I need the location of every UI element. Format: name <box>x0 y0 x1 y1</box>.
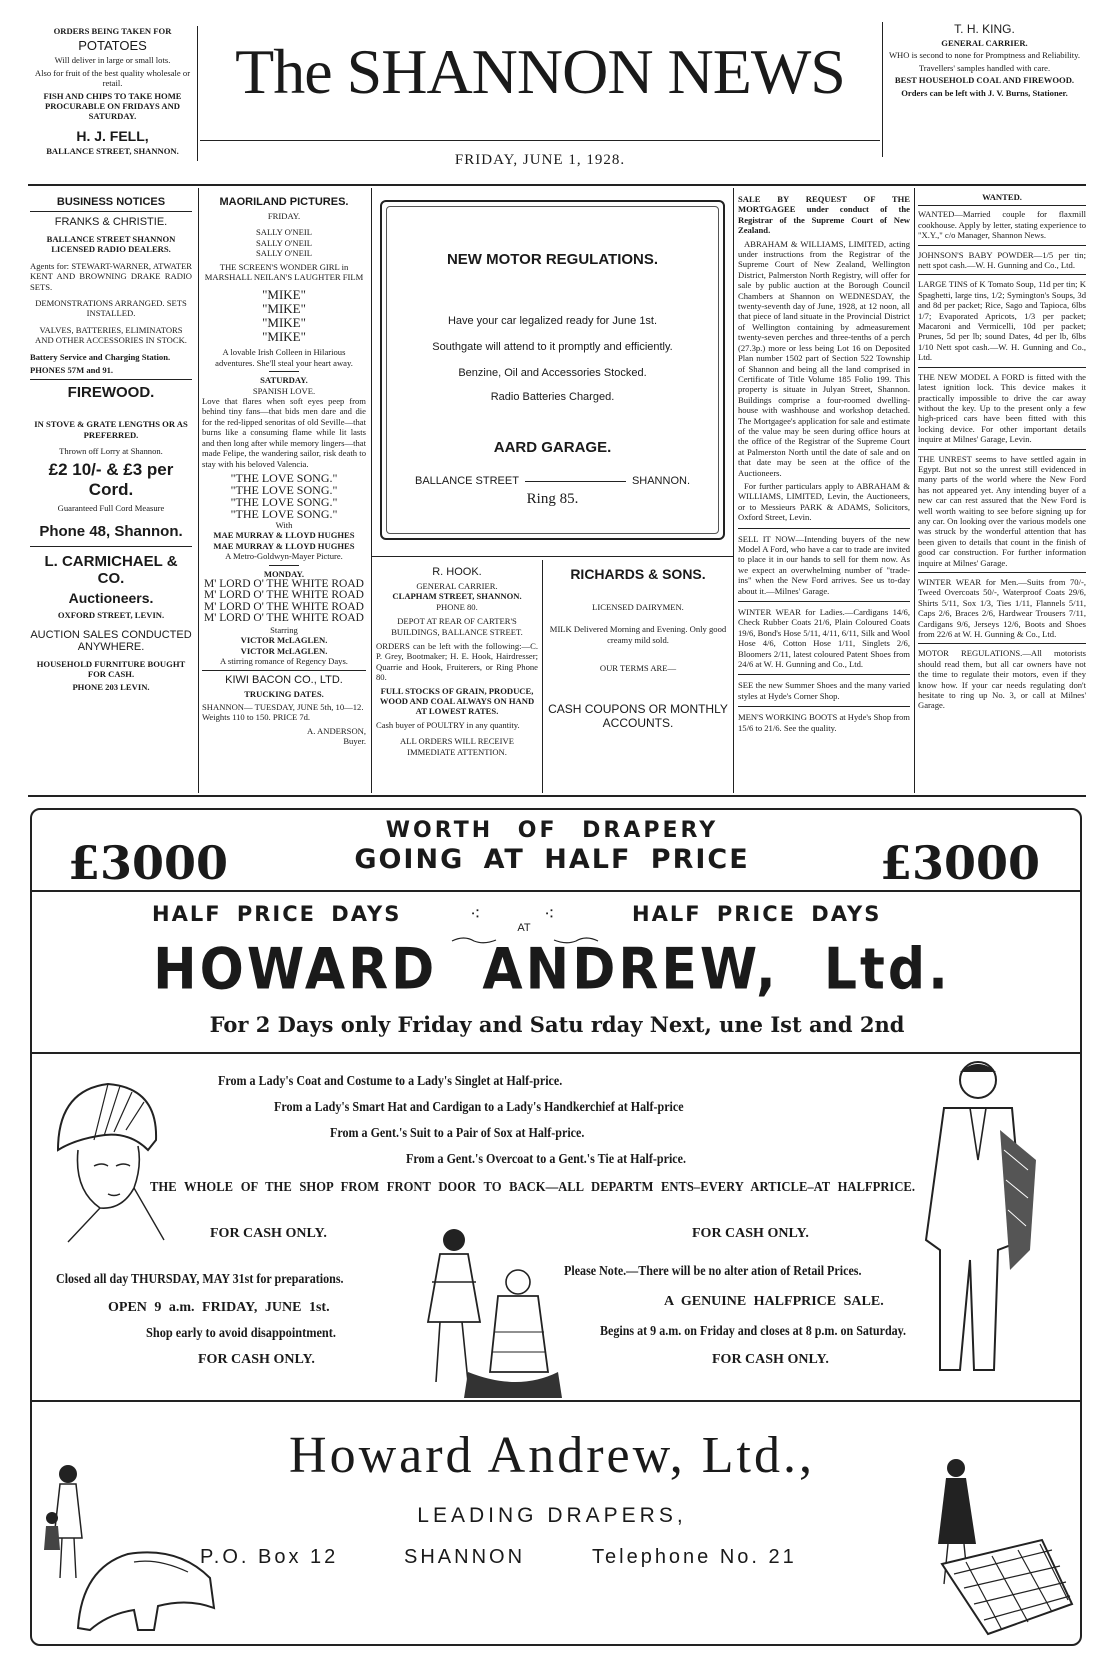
mae-line-2: MAE MURRAY & LLOYD HUGHES <box>213 540 355 551</box>
richards-milk: MILK Delivered Morning and Evening. Only good creamy mild sold. <box>549 624 727 645</box>
sale-more: For further particulars apply to ABRAHAM & WILLIAMS, LIMITED, Levin, the Auctioneers, or to Messieurs PARK & ADAMS, Solicitors, Oxford Street, Levin. <box>738 480 910 523</box>
motor-line4: Radio Batteries Charged. <box>490 391 615 403</box>
ear-left-potatoes: POTATOES <box>78 38 147 54</box>
franks-phones: PHONES 57M and 91. <box>30 365 114 376</box>
richards-terms: OUR TERMS ARE— <box>599 663 677 674</box>
sale-heading: SALE BY REQUEST OF THE MORTGAGEE under conduct of the Registrar of the Supreme Court of New Zealand. <box>738 194 910 236</box>
wonder-girl: THE SCREEN'S WONDER GIRL in MARSHALL NEILAN'S LAUGHTER FILM <box>204 261 364 283</box>
richards-dairy-ad <box>548 566 728 733</box>
half-price-item-2: From a Lady's Smart Hat and Cardigan to a Lady's Handkerchief at Half-price <box>274 1100 684 1115</box>
lovesong-4: "THE LOVE SONG." <box>230 506 338 521</box>
divider <box>269 565 299 566</box>
motor-line1: Have your car legalized ready for June 1st. <box>447 315 658 327</box>
sale-hours: Begins at 9 a.m. on Friday and closes at 8 p.m. on Saturday. <box>600 1324 907 1339</box>
footer-town: SHANNON <box>404 1546 526 1568</box>
open-notice: OPEN 9 a.m. FRIDAY, JUNE 1st. <box>108 1300 330 1315</box>
footer-trade: LEADING DRAPERS, <box>417 1504 687 1527</box>
mlord-2: M' LORD O' THE WHITE ROAD <box>204 589 364 602</box>
winter-ladies: WINTER WEAR for Ladies.—Cardigans 14/6, Check Rubber Coats 21/6, Plain Coloured Coats 19/6, Bond's Hose 5/11, 4/11, 6/11, Silk and Wool Hose 4/6, Cotton Hose 1/11, Singlets 2/6, Bloomers 2/11, latest coloured Patent Shoes from 24/6 at W. H. Gunning and Co., Ltd. <box>738 607 910 670</box>
franks-heading: FRANKS & CHRISTIE. <box>54 216 168 228</box>
col-rule-4 <box>914 188 915 793</box>
mike-line-3: "MIKE" <box>262 315 306 331</box>
motor-address-row <box>415 475 690 487</box>
new-model-a: THE NEW MODEL A FORD is fitted with the latest ignition lock. This device makes it practically impossible to drive the car away without the key. Up to the present only a few high-priced cars have been fitted with this locking device. For other important details inquire at Milnes' Garage, Levin. <box>918 371 1086 445</box>
hook-depot: DEPOT AT REAR OF CARTER'S BUILDINGS, BALLANCE STREET. <box>391 616 523 637</box>
maoriland-pictures-column <box>202 196 366 750</box>
sally-line-1: SALLY O'NEIL <box>256 227 312 238</box>
divider <box>918 367 1086 368</box>
motor-address-left: BALLANCE STREET <box>415 475 519 487</box>
firewood-stove: IN STOVE & GRATE LENGTHS OR AS PREFERRED. <box>34 419 188 440</box>
footer-store-name: Howard Andrew, Ltd., <box>289 1427 815 1484</box>
kiwi-details: SHANNON— TUESDAY, JUNE 5th, 10—12. Weights 110 to 150. PRICE 7d. <box>202 701 364 723</box>
masthead-title: The SHANNON NEWS <box>235 36 845 107</box>
lady-with-tartan-rug-illustration <box>892 1454 1078 1640</box>
ear-left-line3: Will deliver in large or small lots. <box>54 55 171 66</box>
ladies-dress-illustration <box>398 1222 568 1406</box>
carmichael-auction: AUCTION SALES CONDUCTED ANYWHERE. <box>30 628 192 653</box>
divider <box>918 205 1086 206</box>
wanted-couple: WANTED—Married couple for flaxmill cookhouse. Apply by letter, stating experience to "X.Y.," c/o Manager, Shannon News. <box>918 209 1086 241</box>
cash-only-right: FOR CASH ONLY. <box>692 1226 809 1241</box>
lovesong-2: "THE LOVE SONG." <box>230 482 338 497</box>
hook-stocks: FULL STOCKS OF GRAIN, PRODUCE, WOOD AND COAL ALWAYS ON HAND AT LOWEST RATES. <box>379 685 535 717</box>
divider <box>918 449 1086 450</box>
col-rule-1 <box>198 188 199 793</box>
at-label: AT <box>517 922 531 934</box>
ear-left-address: BALLANCE STREET, SHANNON. <box>46 145 179 156</box>
divider <box>738 674 910 675</box>
hook-poultry: Cash buyer of POULTRY in any quantity. <box>376 719 520 730</box>
amount-left: £3000 <box>68 836 229 890</box>
half-price-item-4: From a Gent.'s Overcoat to a Gent.'s Tie at Half-price. <box>406 1152 686 1167</box>
franks-battery: Battery Service and Charging Station. <box>30 351 171 362</box>
mike-line-1: "MIKE" <box>262 287 306 303</box>
franks-agents: Agents for: STEWART-WARNER, ATWATER KENT AND BROWNING DRAKE RADIO SETS. <box>30 260 192 292</box>
whole-shop-line: THE WHOLE OF THE SHOP FROM FRONT DOOR TO BACK—ALL DEPARTM ENTS–EVERY ARTICLE–AT HALFPRICE. <box>150 1180 915 1195</box>
spanish-love: SPANISH LOVE. <box>252 385 316 396</box>
carmichael-heading: L. CARMICHAEL & CO. <box>44 553 178 588</box>
footer-telephone: Telephone No. 21 <box>592 1546 797 1568</box>
cash-only-left: FOR CASH ONLY. <box>210 1226 327 1241</box>
genuine-sale: A GENUINE HALFPRICE SALE. <box>664 1294 884 1309</box>
monday-label: MONDAY. <box>263 568 305 579</box>
gentleman-overcoat-illustration <box>900 1050 1050 1380</box>
shop-early: Shop early to avoid disappointment. <box>146 1326 336 1341</box>
hook-phone: PHONE 80. <box>436 601 478 612</box>
howard-andrew-ad <box>30 808 1082 1646</box>
summer-shoes: SEE the new Summer Shoes and the many varied styles at Hyde's Corner Shop. <box>738 680 910 701</box>
maoriland-friday: FRIDAY. <box>267 211 301 221</box>
ear-right-line4: Orders can be left with J. V. Burns, Stationer. <box>901 87 1068 98</box>
lady-and-child-illustration <box>38 1458 218 1638</box>
closed-notice: Closed all day THURSDAY, MAY 31st for preparations. <box>56 1272 344 1287</box>
col-rule-3 <box>733 188 734 793</box>
firewood-price: £2 10/- & £3 per Cord. <box>48 459 174 499</box>
ear-left-line4: Also for fruit of the best quality wholesale or retail. <box>34 67 191 89</box>
hook-orders: ORDERS can be left with the following:—C. P. Grey, Bootmaker; H. E. Hook, Hairdresser; Quarrie and Hook, Fruiterers, or Ring Phone 80. <box>376 641 538 683</box>
mlord-3: M' LORD O' THE WHITE ROAD <box>204 600 364 613</box>
hook-name: R. HOOK. <box>432 566 482 578</box>
center-divider <box>372 556 733 557</box>
kiwi-trucking: TRUCKING DATES. <box>244 688 324 699</box>
ear-left-line1: ORDERS BEING TAKEN FOR <box>53 26 172 36</box>
franks-valves: VALVES, BATTERIES, ELIMINATORS AND OTHER ACCESSORIES IN STOCK. <box>35 324 187 346</box>
ear-right-name: T. H. KING. <box>954 22 1015 36</box>
carmichael-auctioneers: Auctioneers. <box>68 590 154 607</box>
ear-right-line2: Travellers' samples handled with care. <box>918 62 1051 73</box>
regency: A stirring romance of Regency Days. <box>220 656 348 667</box>
divider <box>738 706 910 707</box>
victor-2: VICTOR McLAGLEN. <box>240 645 328 656</box>
spanish-desc: Love that flares when soft eyes peep from behind tiny fans—that bids men dare and die for the red-lipped senoritas of old Seville—that burns like a consuming flame while lit lasts and then long after while memory lingers—that made Felipe, the wandering sailor, risk death to stay with his beloved Valencia. <box>202 396 366 469</box>
johnsons-powder: JOHNSON'S BABY POWDER—1/5 per tin; nett spot cash.—W. H. Gunning and Co., Ltd. <box>918 249 1086 271</box>
hook-carrier-ad <box>376 566 538 760</box>
worth-line: WORTH OF DRAPERY <box>385 818 719 843</box>
dots-right: ⁖ <box>544 904 555 924</box>
richards-name: RICHARDS & SONS. <box>570 566 706 582</box>
divider <box>918 274 1086 275</box>
sale-body: ABRAHAM & WILLIAMS, LIMITED, acting under instructions from the Registrar of the Supreme Court of New Zealand, Wellington District, Palmerston North Registry, will offer for sale by public auction at the Borough Council Chambers at Shannon on WEDNESDAY, the twenty-seventh day of June, 1928, at 12 noon, all that piece of land situate in the Provincial District of Wellington containing by admeasurement twenty-seven perches and three-tenths of a perch (27.3p.) more or less being Lot 16 on Deposited Plan number 1502 part of Section 522 Township of Shannon and being all the land comprised in Certificate of Title Volume 185 Folio 199. This property is situate in Julyan Street, Shannon. Buildings comprise a four-roomed dwelling-house with washhouse and workshop detached. The Mortgagee's application for sale and estimate of the value may be seen during office hours at the office of the Registrar of the Supreme Court at Palmerston North until the date of sale and on that date may be seen at the office of the Auctioneers. <box>738 238 910 478</box>
starring: Starring <box>270 624 298 635</box>
motor-title: NEW MOTOR REGULATIONS. <box>446 251 659 268</box>
two-days-line: For 2 Days only Friday and Satu rday Next, une Ist and 2nd <box>209 1012 905 1037</box>
kiwi-buyer: Buyer. <box>343 736 366 747</box>
ear-left-name: H. J. FELL, <box>76 127 149 144</box>
ear-right-line3: BEST HOUSEHOLD COAL AND FIREWOOD. <box>894 75 1075 86</box>
motor-line3: Benzine, Oil and Accessories Stocked. <box>458 367 647 379</box>
footer-po-box: P.O. Box 12 <box>200 1546 339 1568</box>
firewood-heading: FIREWOOD. <box>67 384 155 402</box>
fold-rule <box>28 795 1086 797</box>
divider <box>269 371 299 372</box>
kiwi-anderson: A. ANDERSON, <box>307 725 366 736</box>
half-price-item-3: From a Gent.'s Suit to a Pair of Sox at Half-price. <box>330 1126 585 1141</box>
divider <box>738 601 910 602</box>
mike-line-4: "MIKE" <box>262 329 306 345</box>
motor-ring: Ring 85. <box>526 491 579 507</box>
amount-right: £3000 <box>879 836 1040 890</box>
classifieds-column-5 <box>738 194 910 736</box>
wanted-heading: WANTED. <box>982 192 1022 202</box>
divider <box>202 670 366 671</box>
ad-rule-1 <box>32 890 1080 892</box>
masthead-bottom-rule <box>28 184 1086 186</box>
cash-only-right-2: FOR CASH ONLY. <box>712 1352 829 1367</box>
lady-cloche-hat-illustration <box>38 1070 174 1250</box>
ear-left-ad <box>28 26 198 161</box>
divider <box>918 245 1086 246</box>
sell-it-now: SELL IT NOW—Intending buyers of the new Model A Ford, who have a car to trade are invited to place it in our hands to sell for them now. As we expect an overwhelming number of "trade-ins" when the New Ford arrives. See us to-day about it.—Milnes' Garage. <box>738 533 910 596</box>
masthead-rule <box>200 140 880 141</box>
richards-trade: LICENSED DAIRYMEN. <box>592 602 684 612</box>
sally-line-2: SALLY O'NEIL <box>256 237 312 248</box>
sally-line-3: SALLY O'NEIL <box>256 248 312 259</box>
carmichael-phone: PHONE 203 LEVIN. <box>72 682 150 693</box>
motor-regulations-ad <box>380 200 725 540</box>
mike-desc: A lovable Irish Colleen in Hilarious adventures. She'll steal your heart away. <box>215 347 353 368</box>
cash-only-left-2: FOR CASH ONLY. <box>198 1352 315 1367</box>
hook-trade: GENERAL CARRIER. <box>416 581 498 591</box>
carmichael-household: HOUSEHOLD FURNITURE BOUGHT FOR CASH. <box>36 658 186 679</box>
maoriland-heading: MAORILAND PICTURES. <box>219 196 349 208</box>
firewood-guarantee: Guaranteed Full Cord Measure <box>57 502 165 513</box>
divider <box>918 643 1086 644</box>
masthead-date: FRIDAY, JUNE 1, 1928. <box>454 152 626 168</box>
mlord-4: M' LORD O' THE WHITE ROAD <box>204 612 364 625</box>
business-notices-column <box>30 196 192 696</box>
unrest-egypt: THE UNREST seems to have settled again in Egypt. But not so the unrest still evidenced in many parts of the world where the New Ford has not appeared yet. Any intending buyer of a new car can rest assured that the New Ford is well worth waiting to see before signing up for any car. On looking over the various models one was struck by the wonderful attention that has been given to details that count in the finish of good car construction. For further information inquire at Milnes' Garage. <box>918 453 1086 568</box>
divider <box>30 546 192 547</box>
mgm: A Metro-Goldwyn-Mayer Picture. <box>225 551 343 562</box>
victor-1: VICTOR McLAGLEN. <box>240 635 328 646</box>
ear-left-line5: FISH AND CHIPS TO TAKE HOME PROCURABLE ON FRIDAYS AND SATURDAY. <box>43 90 182 122</box>
store-name-headline: HOWARD ANDREW, Ltd. <box>153 937 951 1003</box>
divider <box>738 528 910 529</box>
motor-line2: Southgate will attend to it promptly and efficiently. <box>432 341 673 353</box>
hook-street: CLAPHAM STREET, SHANNON. <box>392 591 522 602</box>
wanted-column <box>918 192 1086 714</box>
firewood-thrown: Thrown off Lorry at Shannon. <box>59 446 163 457</box>
saturday-label: SATURDAY. <box>260 375 308 386</box>
divider <box>918 572 1086 573</box>
mens-boots: MEN'S WORKING BOOTS at Hyde's Shop from 15/6 to 21/6. See the quality. <box>738 712 910 733</box>
richards-cash: CASH COUPONS OR MONTHLY ACCOUNTS. <box>548 701 728 730</box>
business-notices-heading: BUSINESS NOTICES <box>56 196 166 208</box>
ear-right-ad <box>882 22 1086 157</box>
lovesong-with: With <box>275 519 293 530</box>
center-mid-rule <box>542 560 543 793</box>
divider <box>30 211 192 212</box>
half-price-right: HALF PRICE DAYS <box>632 902 882 926</box>
col-rule-2 <box>371 188 372 793</box>
hook-attention: ALL ORDERS WILL RECEIVE IMMEDIATE ATTENTION. <box>399 736 514 757</box>
firewood-phone: Phone 48, Shannon. <box>39 523 183 541</box>
retail-note: Please Note.—There will be no alter ation of Retail Prices. <box>564 1264 862 1279</box>
half-price-item-1: From a Lady's Coat and Costume to a Lady's Singlet at Half-price. <box>218 1074 563 1089</box>
winter-men: WINTER WEAR for Men.—Suits from 70/-, Tweed Overcoats 50/-, Waterproof Coats 29/6, Shirts 5/11, Sox 1/3, Ties 1/11, Flannels 5/11, Caps 2/6, Braces 2/6, Hardwear Trousers 7/11, Cardigans 9/6, Jerseys 12/6, Boots and Shoes from 22/6 at W. H. Gunning & Co., Ltd. <box>918 577 1086 640</box>
mae-line-1: MAE MURRAY & LLOYD HUGHES <box>213 530 355 541</box>
motor-regulations-notice: MOTOR REGULATIONS.—All motorists should read them, but all car owners have not the time to regulate their motors, even if they know how. If your car needs regulating don't hesitate to ring up No. 3, or call at Milnes' Garage. <box>918 648 1086 711</box>
franks-demo: DEMONSTRATIONS ARRANGED. SETS INSTALLED. <box>35 298 187 319</box>
motor-address-dash <box>525 481 626 482</box>
ear-right-line1: WHO is second to none for Promptness and Reliability. <box>888 50 1081 61</box>
kiwi-heading: KIWI BACON CO., LTD. <box>225 673 343 686</box>
half-price-left: HALF PRICE DAYS <box>152 902 402 926</box>
lovesong-1: "THE LOVE SONG." <box>230 470 338 485</box>
franks-sub: BALLANCE STREET SHANNON LICENSED RADIO DEALERS. <box>46 234 176 255</box>
motor-address-right: SHANNON. <box>631 475 690 487</box>
divider <box>30 379 192 380</box>
going-line: GOING AT HALF PRICE <box>354 844 750 875</box>
carmichael-oxford: OXFORD STREET, LEVIN. <box>57 610 165 621</box>
ad-rule-3 <box>32 1400 1080 1402</box>
mike-line-2: "MIKE" <box>262 301 306 317</box>
dots-left: ⁖ <box>470 904 481 924</box>
mlord-1: M' LORD O' THE WHITE ROAD <box>204 577 364 590</box>
ear-right-title: GENERAL CARRIER. <box>941 38 1028 48</box>
motor-garage: AARD GARAGE. <box>493 439 612 456</box>
large-tins: LARGE TINS of K Tomato Soup, 11d per tin; K Spaghetti, large tins, 1/2; Symington's Soups, 3d and 8d per packet; Rice, Sago and Tapioca, 6lbs 1/7; Evaporated Apricots, 1/3 per packet; Macaroni and Vermicelli, 10d per packet; Prunes, 5d per lb; sound Dates, 4d per lb, 6lbs 1/10 Nett spot cash.—W. H. Gunning and Co., Ltd. <box>918 279 1086 363</box>
lovesong-3: "THE LOVE SONG." <box>230 494 338 509</box>
